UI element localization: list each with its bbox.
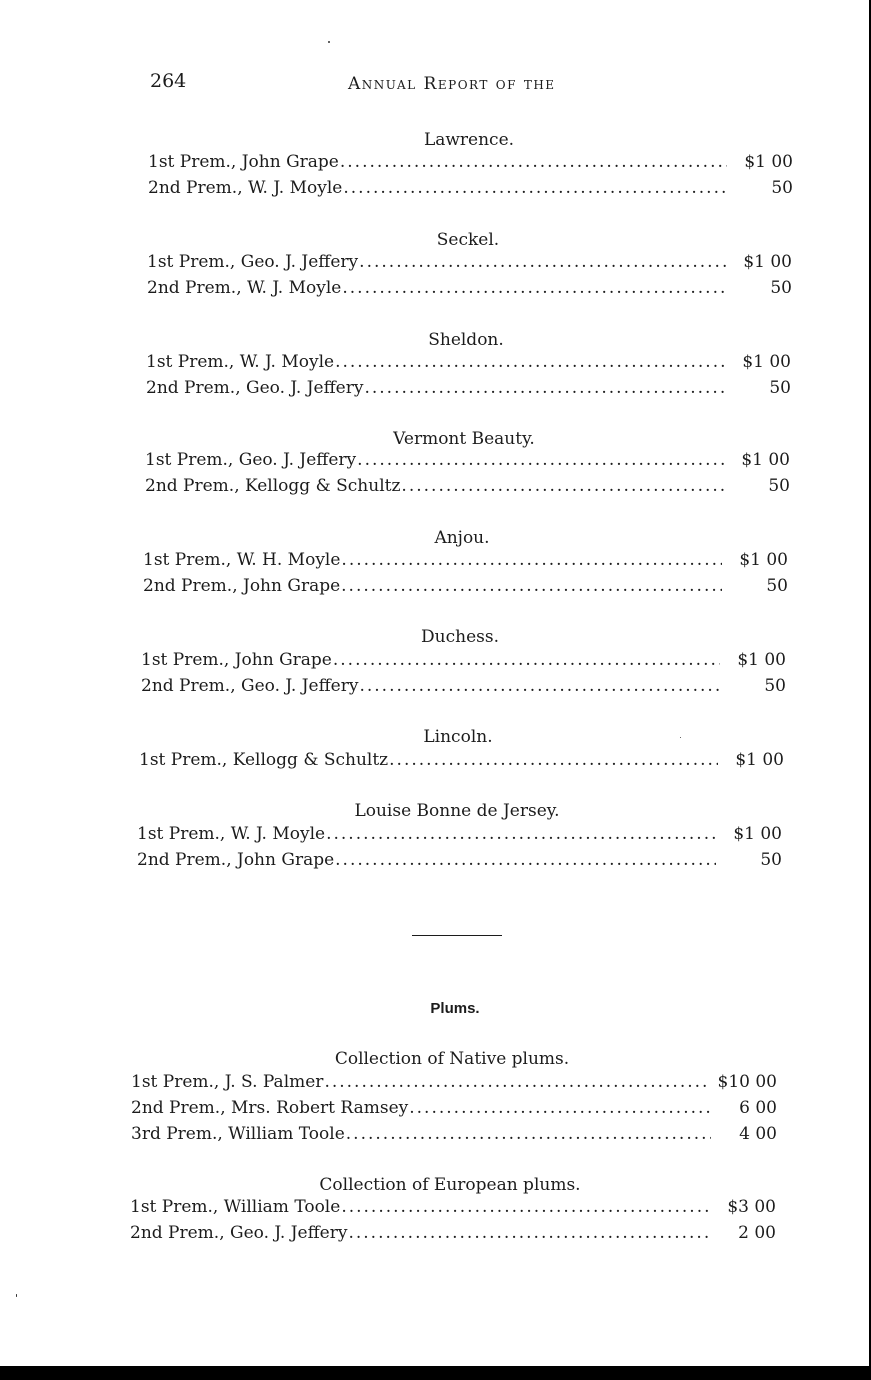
leader-dots [364,378,725,398]
scan-speck [328,41,330,43]
entry-label: 2nd Prem., John Grape [137,850,335,870]
entry-label: 2nd Prem., Geo. J. Jeffery [130,1223,348,1243]
premium-entry [131,1098,777,1120]
leader-dots [340,152,727,172]
entry-amount: $1 00 [733,824,782,844]
entry-amount: 50 [770,278,792,298]
section-title: Lawrence. [423,130,515,150]
leader-dots [348,1223,710,1243]
entry-amount: $1 00 [741,450,790,470]
premium-entry [141,676,786,698]
leader-dots [341,1197,710,1217]
premium-entry [146,352,791,374]
leader-dots [335,352,725,372]
section-divider-rule [412,935,502,936]
premium-entry [139,750,784,772]
premium-entry [145,450,790,472]
leader-dots [326,824,716,844]
leader-dots [324,1072,711,1092]
leader-dots [342,278,726,298]
page-number: 264 [150,70,187,92]
leader-dots [343,178,727,198]
premium-entry [131,1072,777,1094]
premium-entry [148,152,793,174]
entry-amount: $3 00 [727,1197,776,1217]
leader-dots [357,450,724,470]
entry-label: 1st Prem., Kellogg & Schultz [139,750,389,770]
entry-amount: 6 00 [739,1098,777,1118]
premium-entry [147,252,792,274]
leader-dots [341,550,722,570]
section-title: Collection of European plums. [319,1175,581,1195]
entry-label: 1st Prem., W. J. Moyle [137,824,326,844]
entry-label: 1st Prem., John Grape [141,650,332,670]
premium-entry [141,650,786,672]
premium-entry [147,278,792,300]
entry-label: 1st Prem., William Toole [130,1197,341,1217]
entry-amount: $1 00 [742,352,791,372]
entry-label: 2nd Prem., Geo. J. Jeffery [141,676,359,696]
entry-amount: 50 [769,378,791,398]
entry-amount: $1 00 [737,650,786,670]
leader-dots [359,676,720,696]
section-title: Vermont Beauty. [393,429,535,449]
entry-amount: $10 00 [717,1072,777,1092]
scan-speck [16,1294,17,1297]
entry-amount: 4 00 [739,1124,777,1144]
premium-entry [145,476,790,498]
entry-label: 2nd Prem., John Grape [143,576,341,596]
section-title: Anjou. [434,528,490,548]
entry-amount: 50 [764,676,786,696]
entry-label: 2nd Prem., Kellogg & Schultz [145,476,401,496]
entry-amount: $1 00 [744,152,793,172]
premium-entry [130,1223,776,1245]
entry-label: 1st Prem., Geo. J. Jeffery [147,252,359,272]
leader-dots [341,576,722,596]
entry-amount: $1 00 [735,750,784,770]
premium-entry [148,178,793,200]
entry-amount: 50 [760,850,782,870]
premium-entry [137,824,782,846]
plums-heading: Plums. [430,1000,480,1017]
entry-label: 1st Prem., John Grape [148,152,339,172]
section-title: Seckel. [436,230,500,250]
entry-label: 3rd Prem., William Toole [131,1124,345,1144]
premium-entry [131,1124,777,1146]
entry-amount: 50 [766,576,788,596]
entry-label: 2nd Prem., Geo. J. Jeffery [146,378,364,398]
leader-dots [409,1098,711,1118]
running-head: Annual Report of the [348,74,556,94]
entry-amount: 2 00 [738,1223,776,1243]
section-title: Duchess. [421,627,499,647]
entry-label: 2nd Prem., W. J. Moyle [147,278,342,298]
entry-label: 2nd Prem., W. J. Moyle [148,178,343,198]
leader-dots [389,750,718,770]
entry-label: 1st Prem., W. H. Moyle [143,550,341,570]
premium-entry [137,850,782,872]
premium-entry [143,576,788,598]
premium-entry [143,550,788,572]
section-title: Collection of Native plums. [334,1049,570,1069]
section-title: Louise Bonne de Jersey. [354,801,560,821]
leader-dots [401,476,724,496]
entry-amount: $1 00 [743,252,792,272]
section-title: Sheldon. [428,330,504,350]
leader-dots [359,252,726,272]
leader-dots [335,850,716,870]
section-title: Lincoln. [423,727,493,747]
entry-amount: 50 [768,476,790,496]
entry-amount: $1 00 [739,550,788,570]
leader-dots [333,650,720,670]
entry-label: 1st Prem., J. S. Palmer [131,1072,324,1092]
premium-entry [130,1197,776,1219]
scan-border [0,1366,871,1380]
entry-amount: 50 [771,178,793,198]
scan-speck [680,737,681,738]
entry-label: 1st Prem., W. J. Moyle [146,352,335,372]
leader-dots [346,1124,711,1144]
entry-label: 2nd Prem., Mrs. Robert Ramsey [131,1098,409,1118]
entry-label: 1st Prem., Geo. J. Jeffery [145,450,357,470]
premium-entry [146,378,791,400]
